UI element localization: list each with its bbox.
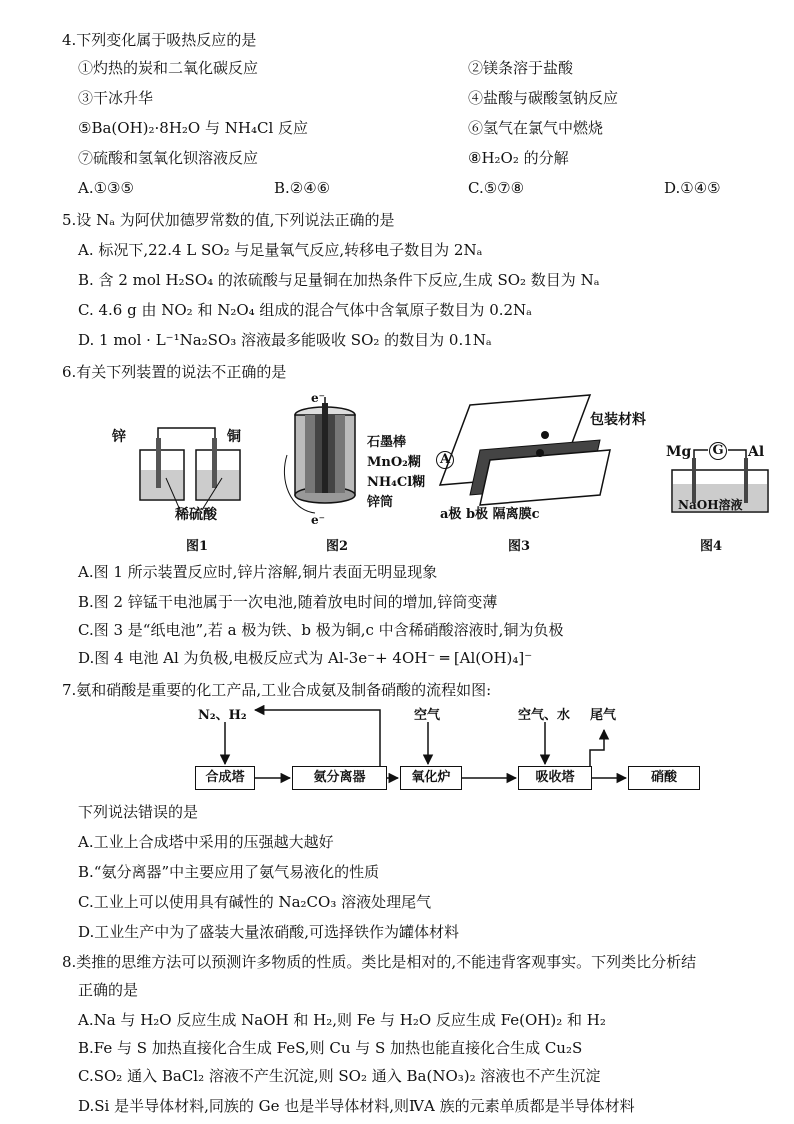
flow-input-air: 空气 xyxy=(414,708,441,723)
q6-option-b: B.图 2 锌锰干电池属于一次电池,随着放电时间的增加,锌筒变薄 xyxy=(78,593,498,611)
q4-item-4: ④盐酸与碳酸氢钠反应 xyxy=(468,89,619,107)
flow-box-ammonia-separator: 氨分离器 xyxy=(292,766,387,790)
q7-option-c: C.工业上可以使用具有碱性的 Na₂CO₃ 溶液处理尾气 xyxy=(78,893,432,911)
q7-option-d: D.工业生产中为了盛装大量浓硝酸,可选择铁作为罐体材料 xyxy=(78,923,460,941)
q5-option-b: B. 含 2 mol H₂SO₄ 的浓硫酸与足量铜在加热条件下反应,生成 SO₂ 数目为 Nₐ xyxy=(78,271,600,289)
flow-input-n2h2: N₂、H₂ xyxy=(198,708,247,723)
fig2-caption: 图2 xyxy=(326,539,349,554)
figure-1-galvanic-cell xyxy=(112,420,260,530)
q5-option-c: C. 4.6 g 由 NO₂ 和 N₂O₄ 组成的混合气体中含氧原子数目为 0.2Nₐ xyxy=(78,301,532,319)
q4-option-a: A.①③⑤ xyxy=(78,179,134,197)
q5-stem: 5.设 Nₐ 为阿伏加德罗常数的值,下列说法正确的是 xyxy=(62,211,395,229)
q4-option-d: D.①④⑤ xyxy=(664,179,721,197)
q5-option-d: D. 1 mol · L⁻¹Na₂SO₃ 溶液最多能吸收 SO₂ 的数目为 0.1Nₐ xyxy=(78,331,492,349)
q4-option-b: B.②④⑥ xyxy=(274,179,331,197)
q4-item-2: ②镁条溶于盐酸 xyxy=(468,59,574,77)
fig2-electron-top: e⁻ xyxy=(311,391,325,405)
q7-stem: 7.氨和硝酸是重要的化工产品,工业合成氨及制备硝酸的流程如图: xyxy=(62,681,492,699)
fig2-label-zinc-can: 锌筒 xyxy=(367,495,394,510)
flow-box-oxidation-furnace: 氧化炉 xyxy=(400,766,462,790)
flow-box-synthesis-tower: 合成塔 xyxy=(195,766,255,790)
fig3-caption: 图3 xyxy=(508,539,531,554)
fig4-galvanometer-icon: G xyxy=(709,442,727,460)
q8-stem: 8.类推的思维方法可以预测许多物质的性质。类比是相对的,不能违背客观事实。下列类比分析结 xyxy=(62,953,697,971)
fig1-zinc-label: 锌 xyxy=(112,429,126,445)
q4-item-8: ⑧H₂O₂ 的分解 xyxy=(468,149,569,167)
fig3-packaging-label: 包装材料 xyxy=(590,412,646,428)
q8-option-d: D.Si 是半导体材料,同族的 Ge 也是半导体材料,则ⅣA 族的元素单质都是半导体材料 xyxy=(78,1097,635,1115)
flow-input-air-water: 空气、水 xyxy=(518,708,571,723)
q6-option-d: D.图 4 电池 Al 为负极,电极反应式为 Al-3e⁻+ 4OH⁻ ═ [Al(OH)₄]⁻ xyxy=(78,649,533,667)
flow-box-nitric-acid: 硝酸 xyxy=(628,766,700,790)
figure-4-mg-al-cell xyxy=(666,440,776,535)
fig1-copper-label: 铜 xyxy=(227,429,241,445)
fig2-label-graphite: 石墨棒 xyxy=(367,435,407,450)
fig2-label-mno2: MnO₂糊 xyxy=(367,455,421,470)
figure-3-paper-battery xyxy=(430,395,650,530)
q4-item-7: ⑦硫酸和氢氧化钡溶液反应 xyxy=(78,149,259,167)
q4-item-6: ⑥氢气在氯气中燃烧 xyxy=(468,119,604,137)
q7-option-a: A.工业上合成塔中采用的压强越大越好 xyxy=(78,833,334,851)
q4-item-1: ①灼热的炭和二氧化碳反应 xyxy=(78,59,259,77)
flow-output-tail-gas: 尾气 xyxy=(590,708,617,723)
flow-box-absorption-tower: 吸收塔 xyxy=(518,766,592,790)
fig3-electrode-label: a极 b极 隔离膜c xyxy=(440,507,540,522)
q4-item-3: ③干冰升华 xyxy=(78,89,154,107)
q5-option-a: A. 标况下,22.4 L SO₂ 与足量氧气反应,转移电子数目为 2Nₐ xyxy=(78,241,483,259)
q6-option-a: A.图 1 所示装置反应时,锌片溶解,铜片表面无明显现象 xyxy=(78,563,438,581)
q7-option-b: B.“氨分离器”中主要应用了氨气易液化的性质 xyxy=(78,863,380,881)
q7-flow-diagram xyxy=(180,700,720,800)
q4-stem: 4.下列变化属于吸热反应的是 xyxy=(62,31,257,49)
q8-option-a: A.Na 与 H₂O 反应生成 NaOH 和 H₂,则 Fe 与 H₂O 反应生成 Fe(OH)₂ 和 H₂ xyxy=(78,1011,606,1029)
q8-stem-continued: 正确的是 xyxy=(78,981,139,999)
fig2-electron-bottom: e⁻ xyxy=(311,513,325,527)
fig1-acid-label: 稀硫酸 xyxy=(175,507,217,523)
q8-option-c: C.SO₂ 通入 BaCl₂ 溶液不产生沉淀,则 SO₂ 通入 Ba(NO₃)₂ 溶液也不产生沉淀 xyxy=(78,1067,601,1085)
fig4-caption: 图4 xyxy=(700,539,723,554)
q4-item-5: ⑤Ba(OH)₂·8H₂O 与 NH₄Cl 反应 xyxy=(78,119,309,137)
fig4-mg-label: Mg xyxy=(666,444,692,460)
q4-option-c: C.⑤⑦⑧ xyxy=(468,179,525,197)
fig3-ammeter-icon: A xyxy=(436,451,454,469)
fig2-label-nh4cl: NH₄Cl糊 xyxy=(367,475,426,490)
figure-2-dry-cell xyxy=(285,391,435,530)
fig4-al-label: Al xyxy=(748,444,765,460)
q8-option-b: B.Fe 与 S 加热直接化合生成 FeS,则 Cu 与 S 加热也能直接化合生成 Cu₂S xyxy=(78,1039,583,1057)
fig1-caption: 图1 xyxy=(186,539,209,554)
q6-stem: 6.有关下列装置的说法不正确的是 xyxy=(62,363,287,381)
fig4-solution-label: NaOH溶液 xyxy=(678,498,743,512)
q6-option-c: C.图 3 是“纸电池”,若 a 极为铁、b 极为铜,c 中含稀硝酸溶液时,铜为负极 xyxy=(78,621,564,639)
q7-sub-stem: 下列说法错误的是 xyxy=(78,803,199,821)
